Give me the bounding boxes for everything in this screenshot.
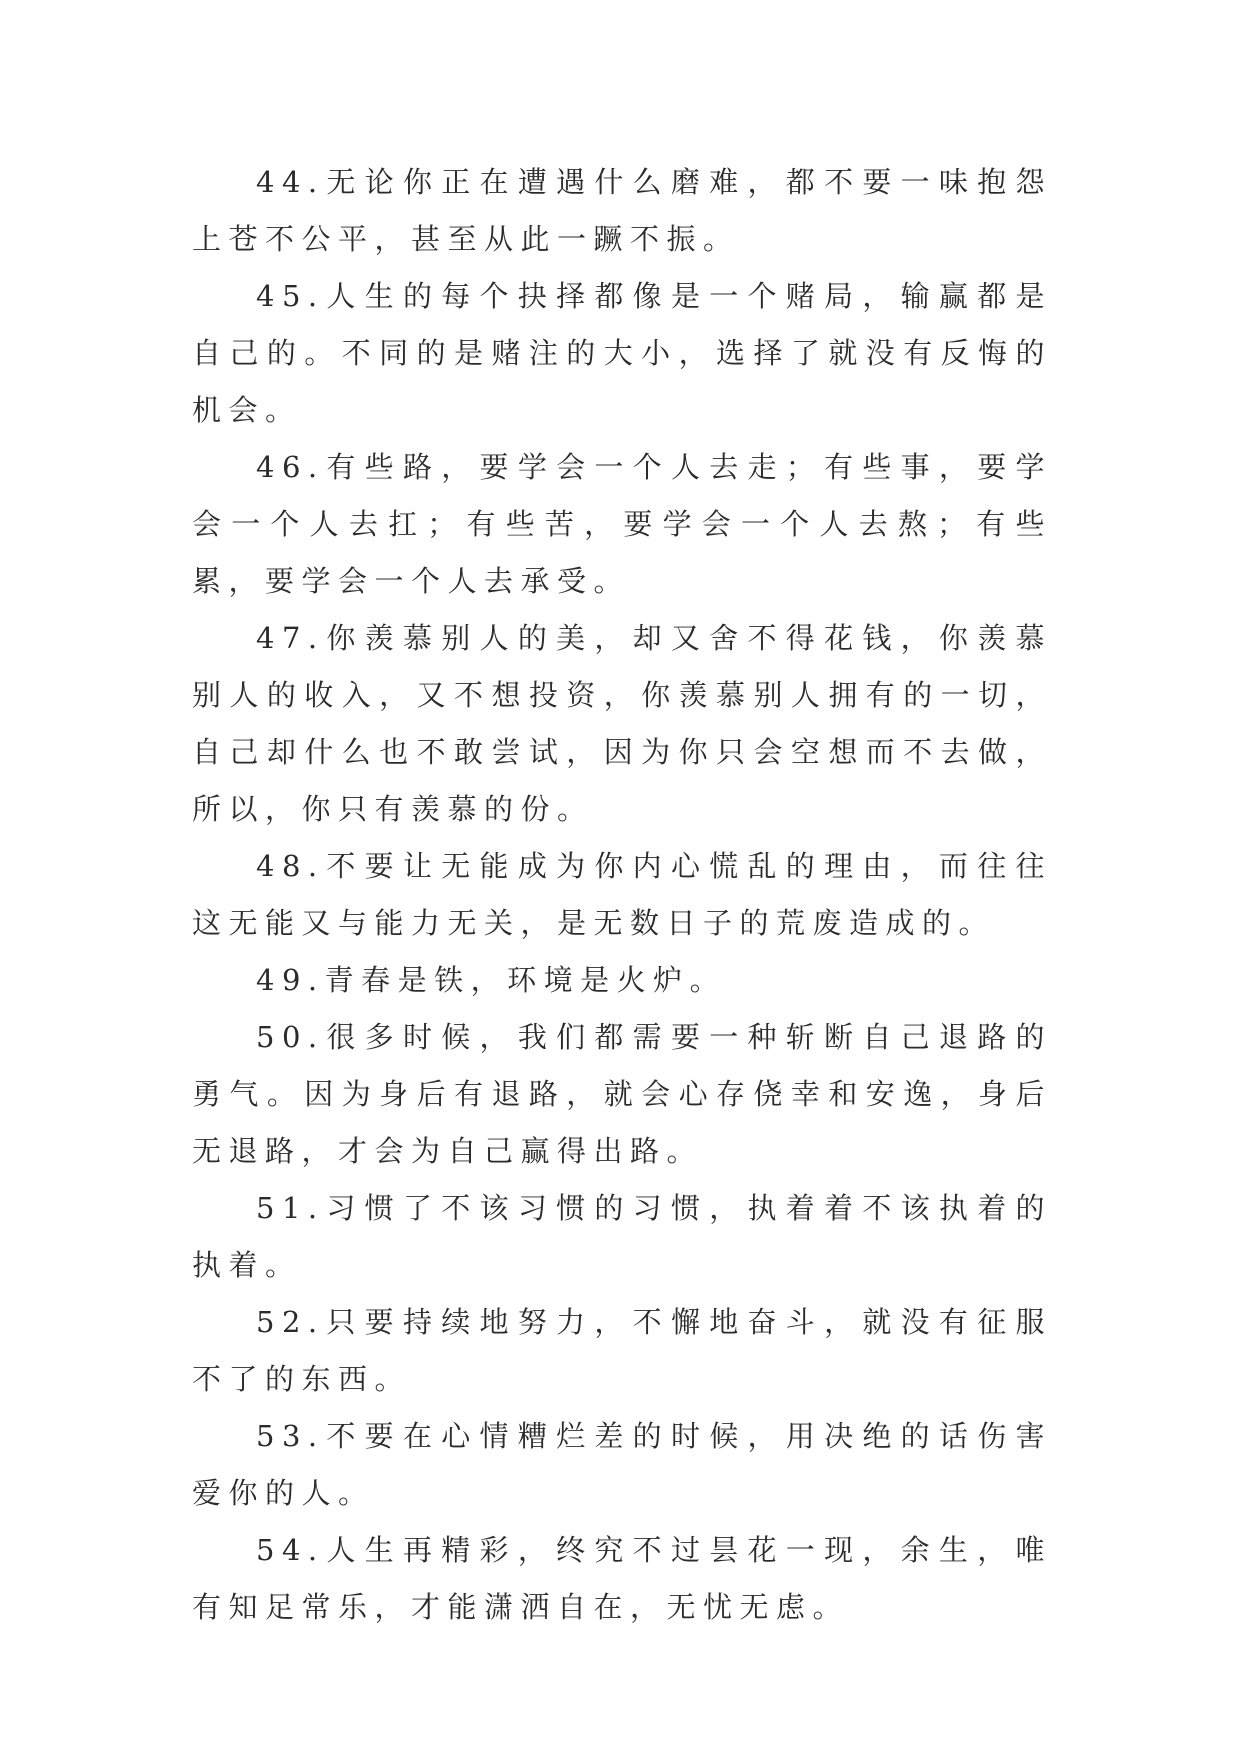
paragraph-44: 44.无论你正在遭遇什么磨难，都不要一味抱怨上苍不公平，甚至从此一蹶不振。 (192, 165, 1052, 256)
paragraph-51: 51.习惯了不该习惯的习惯，执着着不该执着的执着。 (192, 1191, 1052, 1282)
paragraph-46: 46.有些路，要学会一个人去走；有些事，要学会一个人去扛；有些苦，要学会一个人去熬；有些累，要学会一个人去承受。 (192, 450, 1052, 598)
paragraph-48: 48.不要让无能成为你内心慌乱的理由，而往往这无能又与能力无关，是无数日子的荒废造成的。 (192, 849, 1052, 940)
document-body (192, 154, 1052, 1636)
paragraph-53: 53.不要在心情糟烂差的时候，用决绝的话伤害爱你的人。 (192, 1419, 1052, 1510)
paragraph-47: 47.你羡慕别人的美，却又舍不得花钱，你羡慕别人的收入，又不想投资，你羡慕别人拥有的一切，自己却什么也不敢尝试，因为你只会空想而不去做，所以，你只有羡慕的份。 (192, 621, 1052, 826)
paragraph-49: 49.青春是铁，环境是火炉。 (256, 963, 727, 997)
paragraph-50: 50.很多时候，我们都需要一种斩断自己退路的勇气。因为身后有退路，就会心存侥幸和安逸，身后无退路，才会为自己赢得出路。 (192, 1020, 1052, 1168)
paragraph-52: 52.只要持续地努力，不懈地奋斗，就没有征服不了的东西。 (192, 1305, 1052, 1396)
paragraph-45: 45.人生的每个抉择都像是一个赌局，输赢都是自己的。不同的是赌注的大小，选择了就没有反悔的机会。 (192, 279, 1052, 427)
paragraph-54: 54.人生再精彩，终究不过昙花一现，余生，唯有知足常乐，才能潇洒自在，无忧无虑。 (192, 1533, 1052, 1624)
